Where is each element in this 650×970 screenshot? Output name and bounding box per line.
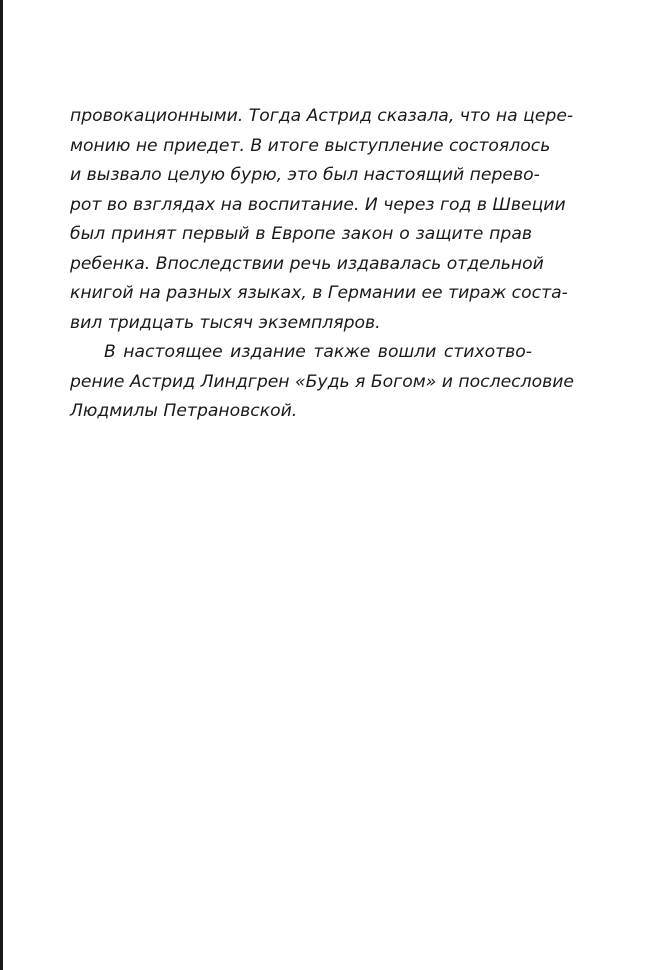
text-line: вил тридцать тысяч экземпляров. — [70, 312, 381, 333]
text-line: рение Астрид Линдгрен «Будь я Богом» и послесловие — [70, 371, 574, 392]
body-text — [70, 102, 574, 427]
paragraph-2 — [70, 338, 574, 427]
text-line: Людмилы Петрановской. — [70, 401, 298, 421]
text-line: монию не приедет. В итоге выступление состоялось — [70, 135, 551, 156]
text-line: рот во взглядах на воспитание. И через год в Швеции — [70, 194, 566, 215]
text-line: книгой на разных языках, в Германии ее тираж соста- — [70, 283, 568, 303]
page-edge-border — [0, 0, 3, 970]
paragraph-1 — [70, 102, 574, 338]
text-line: В настоящее издание также вошли стихотво- — [104, 342, 532, 362]
text-line: и вызвало целую бурю, это был настоящий перево- — [70, 165, 540, 185]
text-line: провокационными. Тогда Астрид сказала, что на цере- — [70, 106, 574, 126]
text-line: ребенка. Впоследствии речь издавалась отдельной — [70, 253, 544, 274]
text-line: был принят первый в Европе закон о защите прав — [70, 224, 532, 244]
